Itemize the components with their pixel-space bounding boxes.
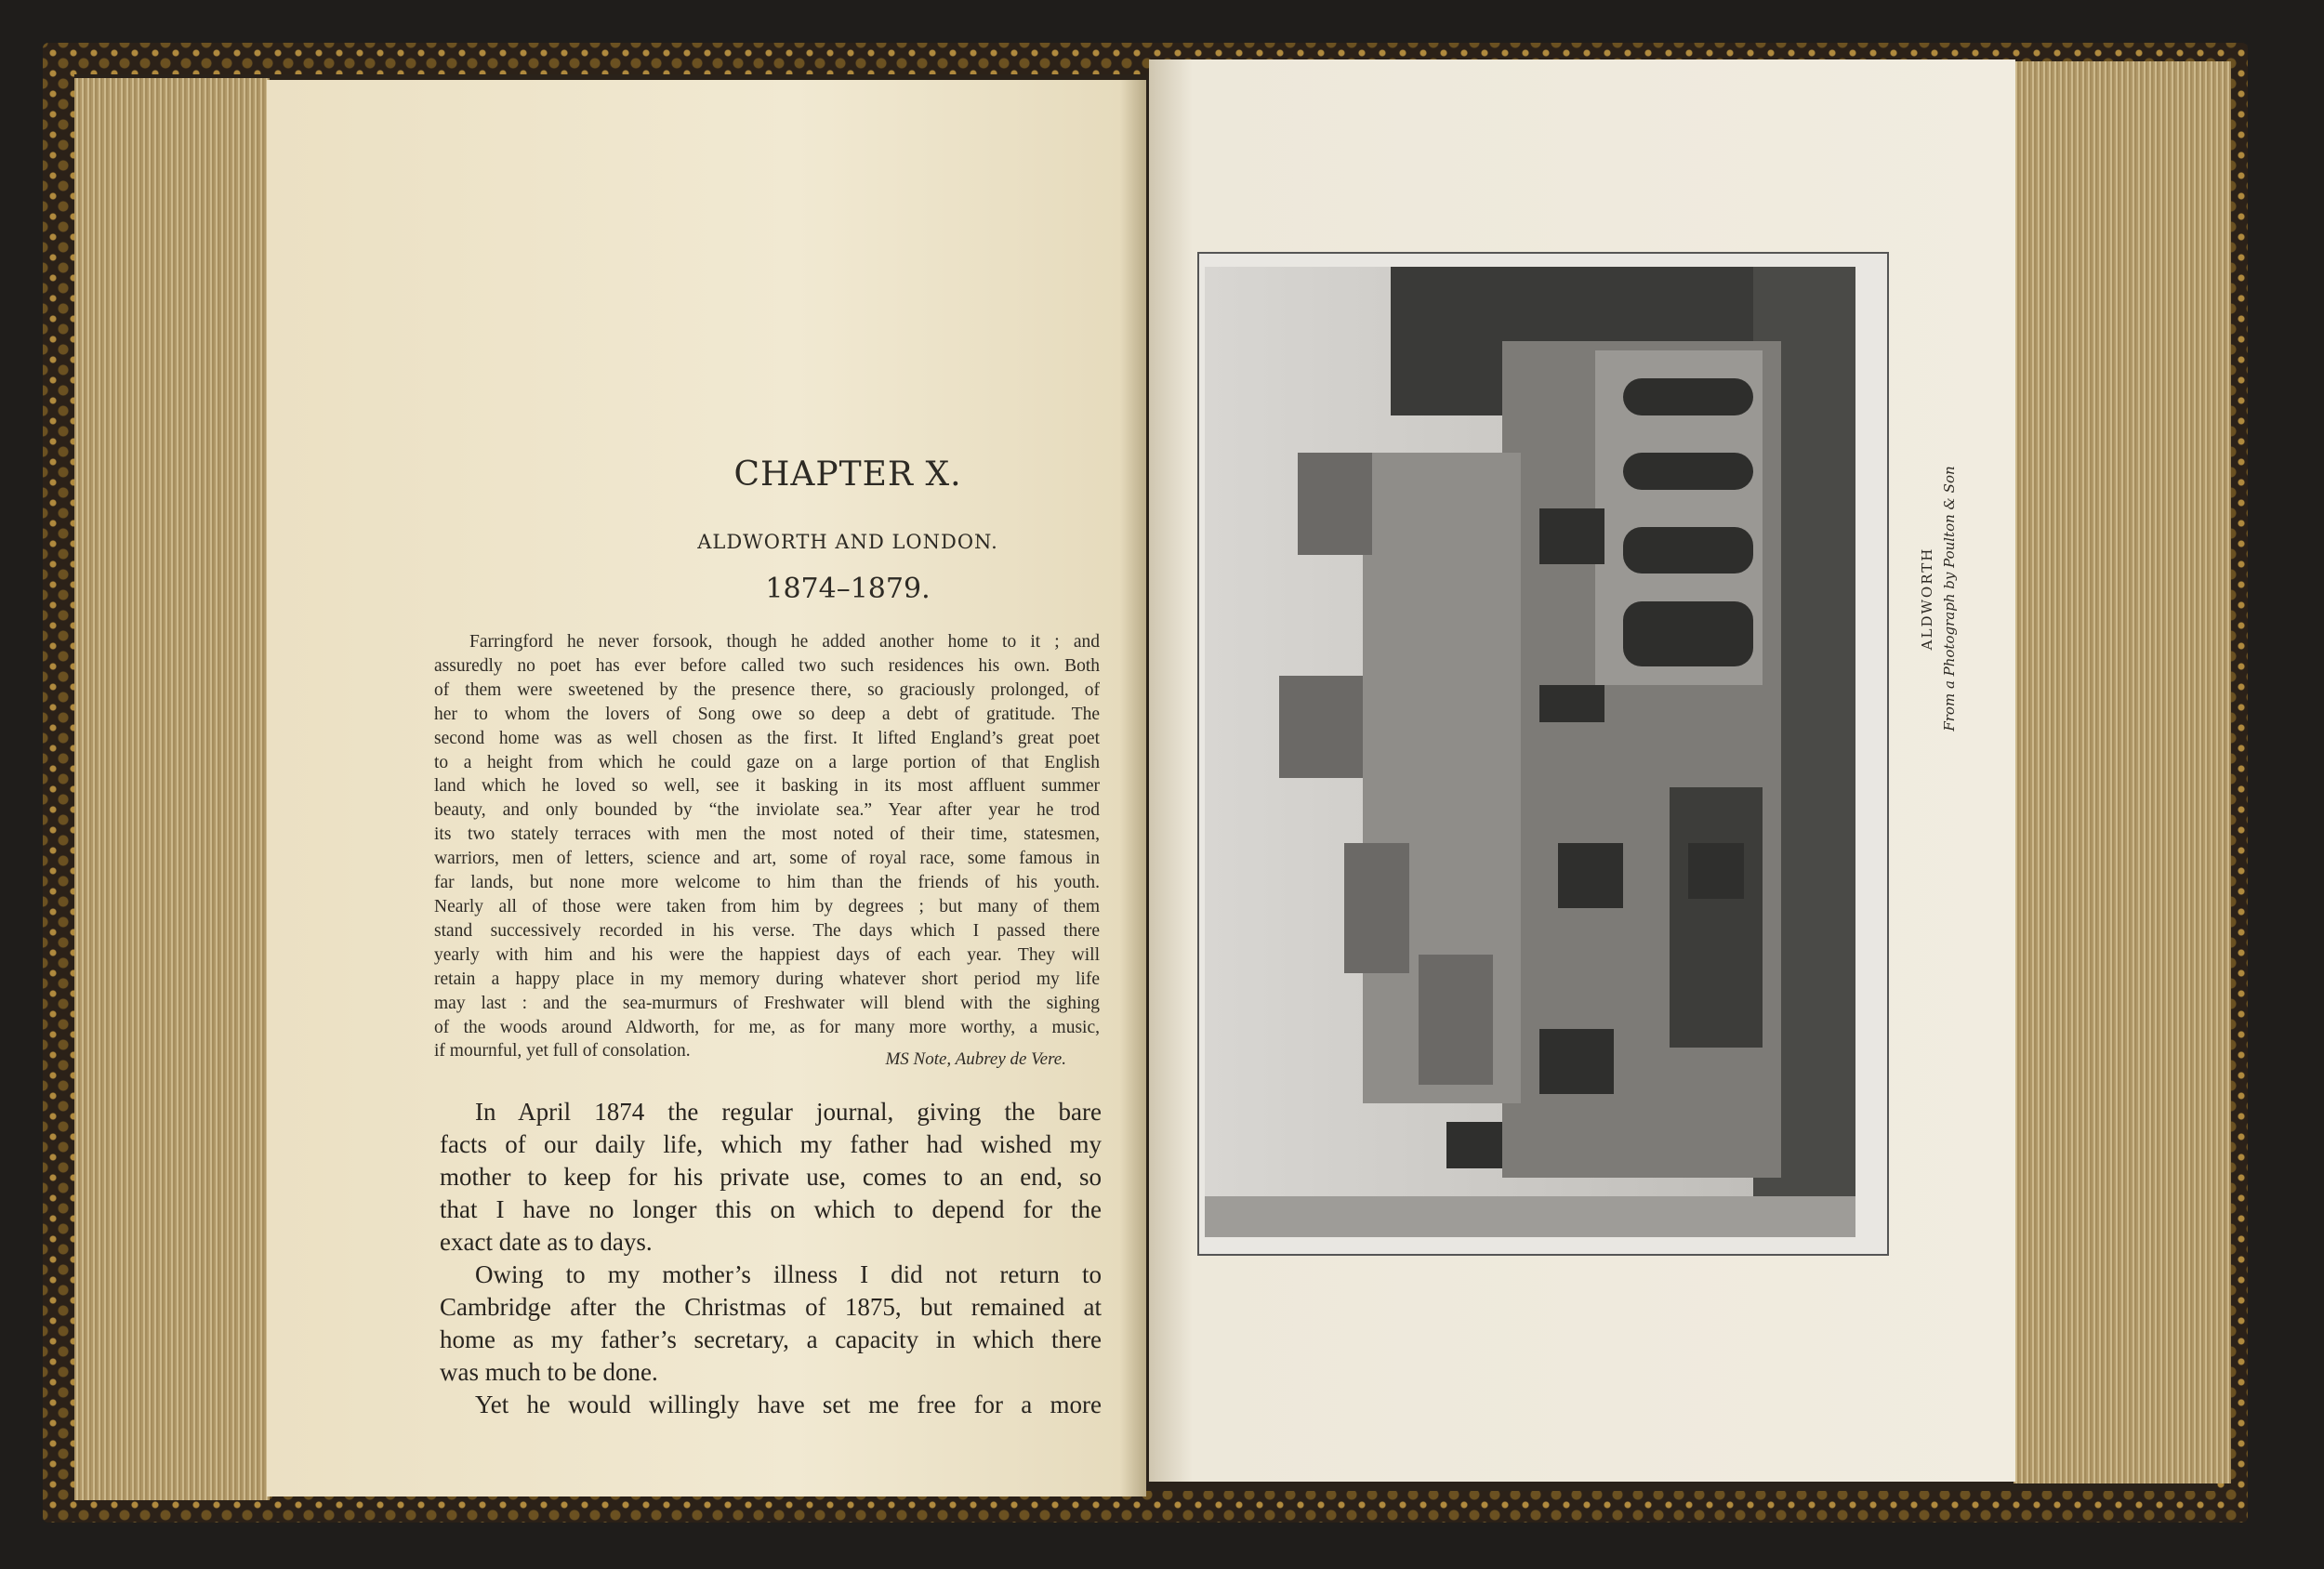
body-paragraph — [440, 1096, 1102, 1259]
epigraph-line: its two stately terraces with men the most noted of their time, statesmen, — [434, 824, 1100, 845]
body-line: exact date as to days. — [440, 1228, 653, 1256]
epigraph-line: of the woods around Aldworth, for me, as for many more worthy, a music, — [434, 1017, 1100, 1037]
caption-title: ALDWORTH — [1919, 547, 1935, 651]
epigraph-quote — [434, 630, 1100, 1063]
epigraph-line: retain a happy place in my memory during whatever short period my life — [434, 969, 1100, 989]
epigraph-line: beauty, and only bounded by “the inviolate sea.” Year after year he trod — [434, 800, 1100, 821]
chapter-subtitle: ALDWORTH AND LONDON. — [697, 531, 998, 553]
epigraph-line: if mournful, yet full of consolation. — [434, 1041, 691, 1061]
left-page — [267, 80, 1146, 1496]
body-text — [440, 1096, 1102, 1421]
plate-frame — [1197, 252, 1889, 1256]
epigraph-line: warriors, men of letters, science and art, some of royal race, some famous in — [434, 849, 1100, 869]
epigraph-line: Nearly all of those were taken from him by degrees ; but many of them — [434, 896, 1100, 916]
left-page-edges — [74, 78, 270, 1500]
body-line: Yet he would willingly have set me free for a more — [475, 1391, 1102, 1418]
body-line: mother to keep for his private use, comes to an end, so — [440, 1163, 1102, 1191]
epigraph-line: Farringford he never forsook, though he added another home to it ; and — [469, 632, 1100, 652]
aldworth-photograph — [1205, 267, 1855, 1237]
epigraph-line: her to whom the lovers of Song owe so deep a debt of gratitude. The — [434, 704, 1100, 724]
epigraph-line: may last : and the sea-murmurs of Freshwater will blend with the sighing — [434, 993, 1100, 1013]
right-page-edges — [2014, 61, 2231, 1483]
body-paragraph — [440, 1259, 1102, 1389]
body-line: In April 1874 the regular journal, giving the bare — [475, 1098, 1102, 1126]
body-line: facts of our daily life, which my father had wished my — [440, 1130, 1102, 1158]
body-line: Cambridge after the Christmas of 1875, but remained at — [440, 1293, 1102, 1321]
epigraph-line: yearly with him and his were the happiest days of each year. They will — [434, 944, 1100, 965]
epigraph-attribution: MS Note, Aubrey de Vere. — [885, 1049, 1066, 1069]
epigraph-line: of them were sweetened by the presence there, so graciously prolonged, of — [434, 679, 1100, 700]
body-paragraph — [440, 1389, 1102, 1421]
epigraph-line: far lands, but none more welcome to him than the friends of his youth. — [434, 873, 1100, 893]
epigraph-line: second home was as well chosen as the first. It lifted England’s great poet — [434, 728, 1100, 748]
body-line: home as my father’s secretary, a capacity in which there — [440, 1325, 1102, 1353]
right-page — [1149, 59, 2015, 1482]
epigraph-line: land which he loved so well, see it basking in its most affluent summer — [434, 776, 1100, 797]
epigraph-line: to a height from which he could gaze on a large portion of that English — [434, 752, 1100, 772]
body-line: that I have no longer this on which to depend for the — [440, 1195, 1102, 1223]
chapter-years: 1874–1879. — [765, 573, 931, 605]
body-line: Owing to my mother’s illness I did not return to — [475, 1260, 1102, 1288]
epigraph-line: stand successively recorded in his verse. The days which I passed there — [434, 920, 1100, 941]
body-line: was much to be done. — [440, 1358, 658, 1386]
chapter-heading: CHAPTER X. — [733, 455, 962, 494]
epigraph-line: assuredly no poet has ever before called two such residences his own. Both — [434, 655, 1100, 676]
caption-credit: From a Photograph by Poulton & Son — [1941, 466, 1958, 732]
